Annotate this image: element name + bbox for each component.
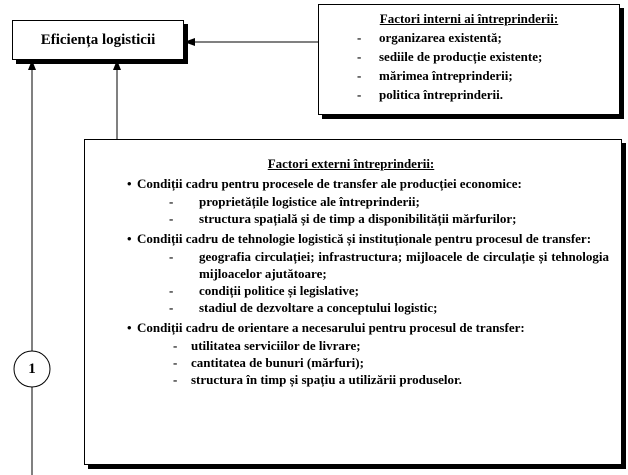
external-factor-item: - structura în timp și spațiu a utilizării produselor. <box>93 371 609 388</box>
external-group-list <box>93 337 609 388</box>
external-factor-item: - condiții politice și legislative; <box>93 282 609 299</box>
external-group-list <box>93 248 609 316</box>
external-arrowhead <box>113 60 121 70</box>
external-group-heading: • Condiții cadru pentru procesele de transfer ale producției economice: <box>127 176 522 191</box>
internal-arrowhead <box>184 38 195 46</box>
internal-factors-list <box>319 28 619 104</box>
internal-factors-box <box>318 4 620 115</box>
connector-arrowhead <box>28 60 36 70</box>
external-group-heading: • Condiții cadru de orientare a necesarului pentru procesul de transfer: <box>127 320 525 335</box>
external-factor-item: - utilitatea serviciilor de livrare; <box>93 337 609 354</box>
internal-factor-item: - mărimea întreprinderii; <box>319 66 619 85</box>
internal-factor-item: - organizarea existentă; <box>319 28 619 47</box>
external-factor-item: - stadiul de dezvoltare a conceptului logistic; <box>93 299 609 316</box>
external-group-list <box>93 193 609 227</box>
external-group-heading: • Condiții cadru de tehnologie logistică și instituționale pentru procesul de transfer: <box>127 231 592 246</box>
internal-factor-item: - politica întreprinderii. <box>319 85 619 104</box>
bullet-icon: • <box>127 231 132 246</box>
connector-number: 1 <box>28 360 36 377</box>
external-factors-box <box>84 139 622 465</box>
bullet-icon: • <box>127 176 132 191</box>
external-factor-item: - proprietățile logistice ale întreprinderii; <box>93 193 609 210</box>
internal-factor-item: - sediile de producție existente; <box>319 47 619 66</box>
efficiency-label: Eficiența logisticii <box>40 31 156 48</box>
external-factor-item: - structura spațială și de timp a disponibilității mărfurilor; <box>93 210 609 227</box>
external-factors-title: Factori externi întreprinderii: <box>267 156 435 171</box>
bullet-icon: • <box>127 320 132 335</box>
internal-factors-title: Factori interni ai întreprinderii: <box>379 11 559 26</box>
external-factor-item: - geografia circulației; infrastructura; mijloacele de circulație și tehnologia mijloacelor ajutătoare; <box>93 248 609 282</box>
efficiency-box <box>12 20 184 60</box>
external-factor-item: - cantitatea de bunuri (mărfuri); <box>93 354 609 371</box>
